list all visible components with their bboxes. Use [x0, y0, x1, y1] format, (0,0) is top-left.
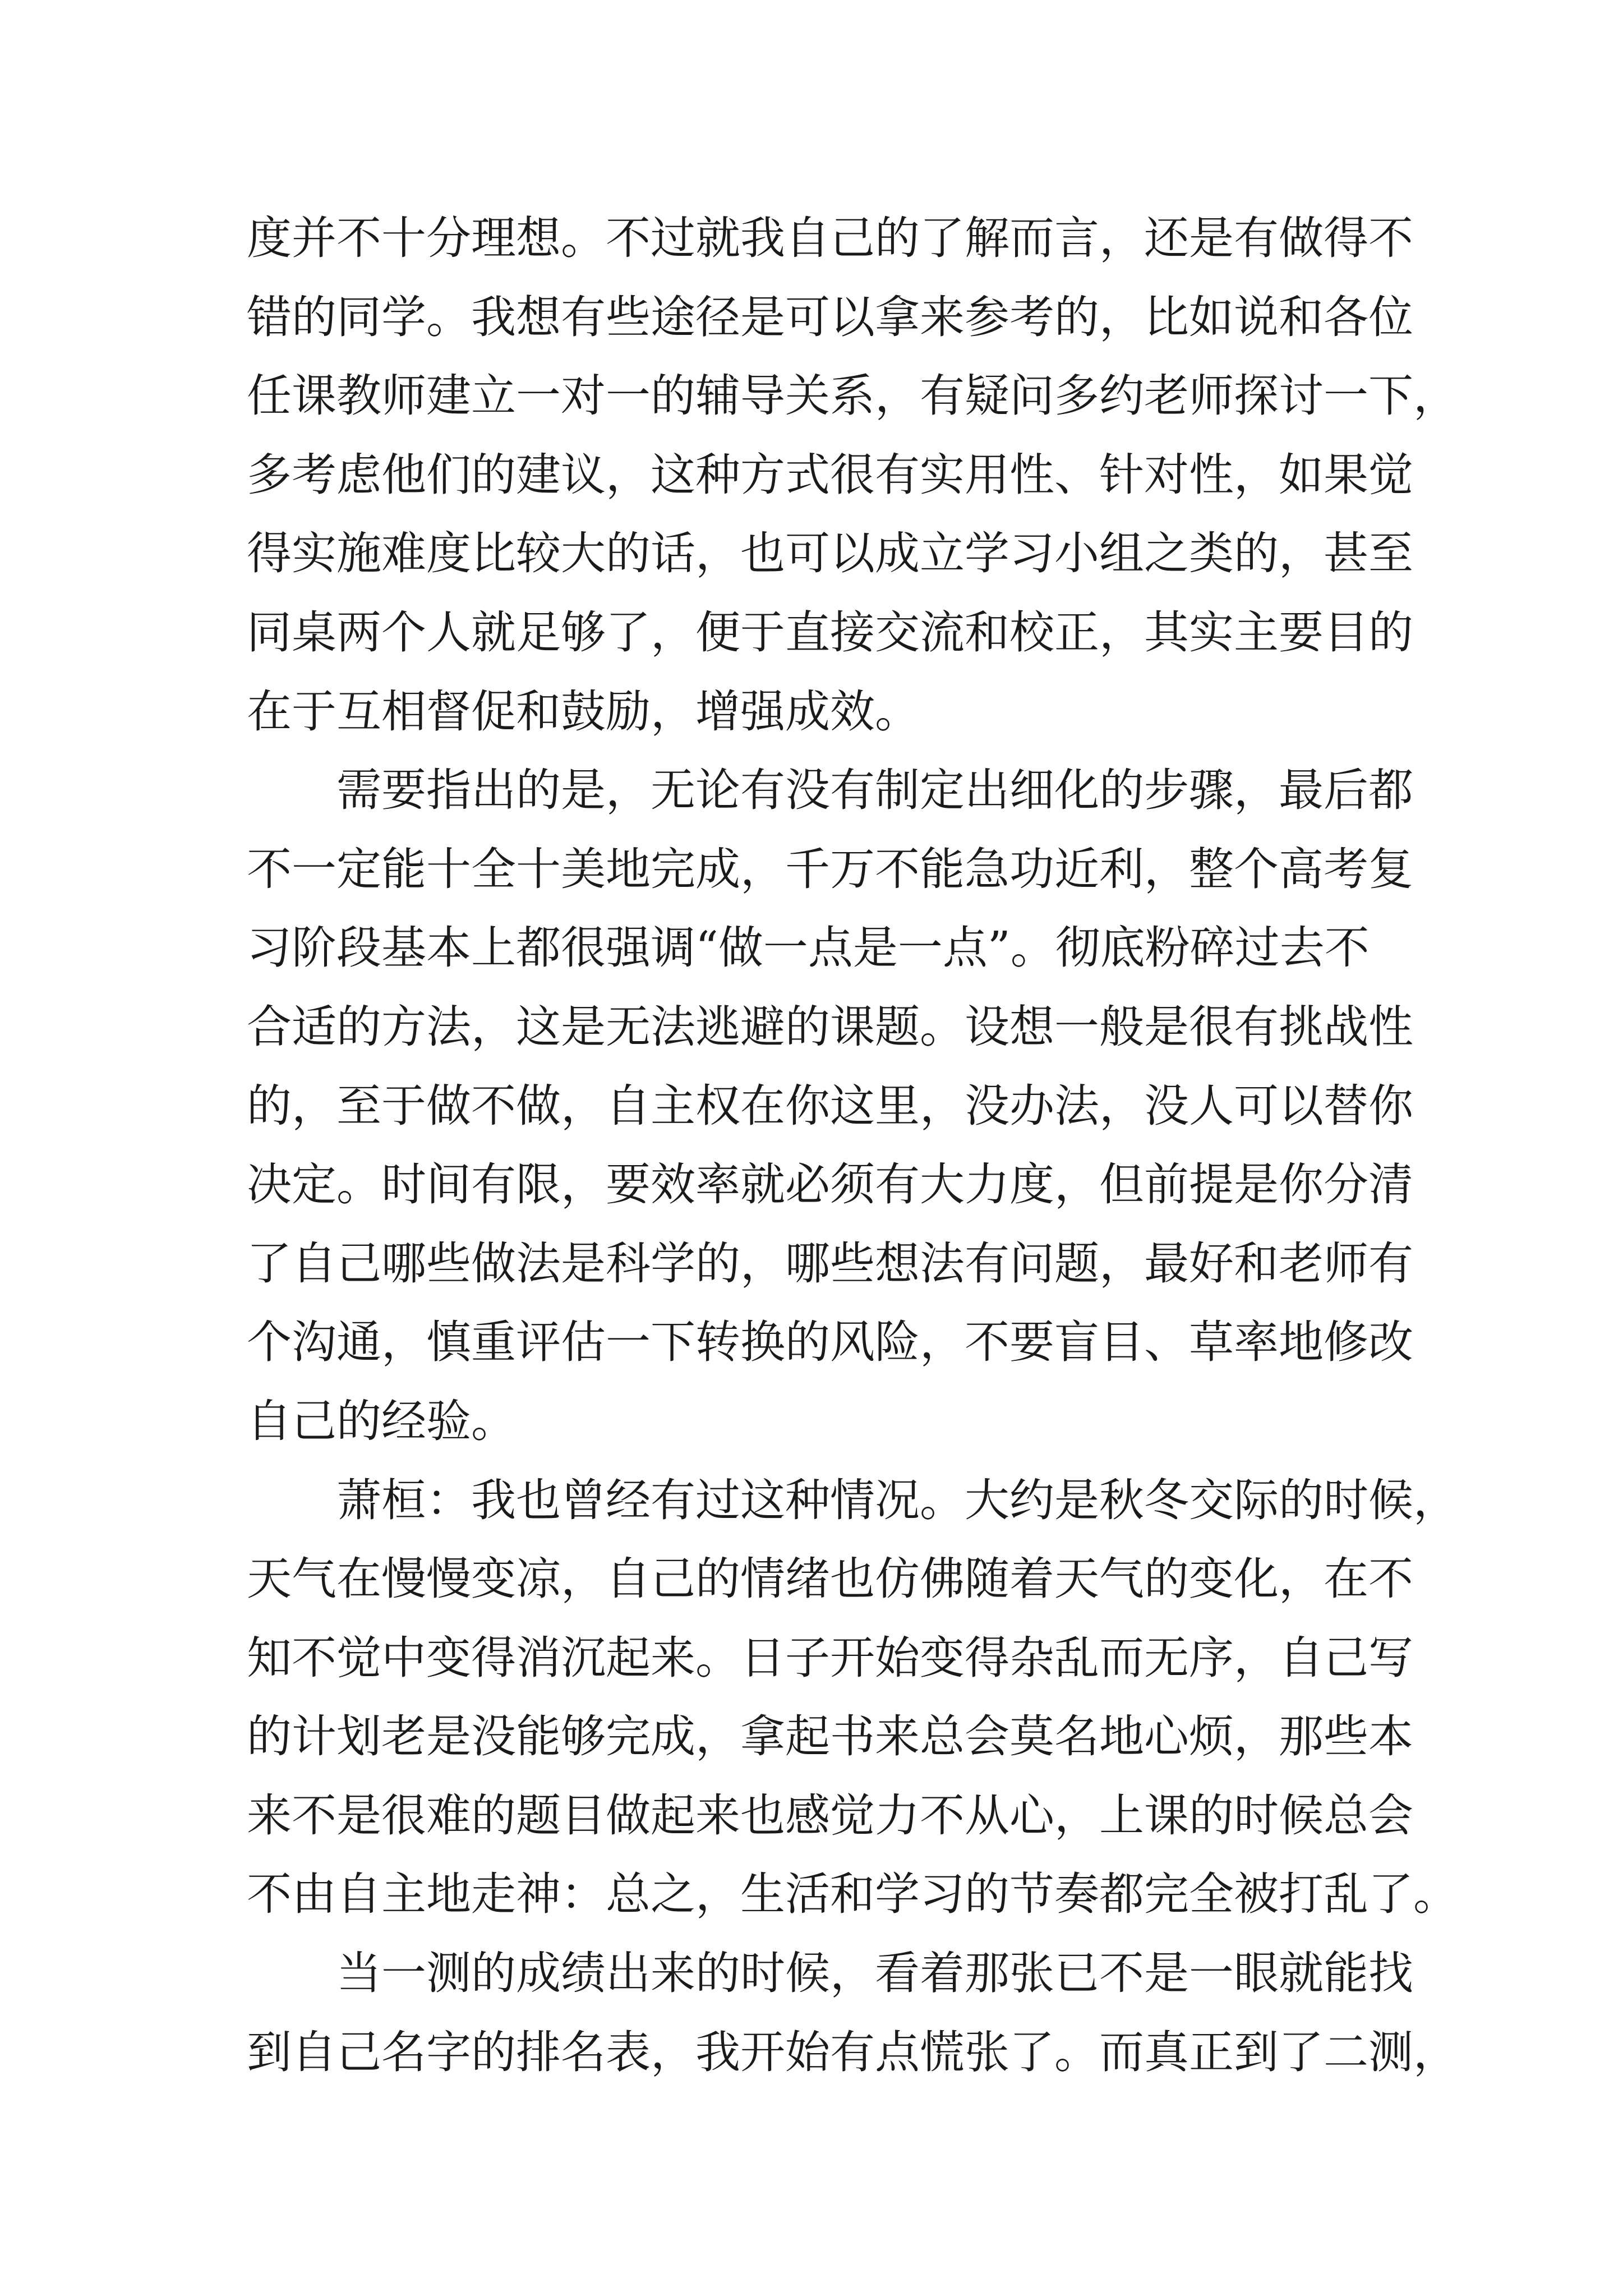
text-line: 合适的方法，这是无法逃避的课题。设想一般是很有挑战性 [247, 1000, 1413, 1053]
text-line: 不一定能十全十美地完成，千万不能急功近利，整个高考复 [247, 843, 1413, 895]
text-line: 知不觉中变得消沉起来。日子开始变得杂乱而无序，自己写 [247, 1631, 1413, 1684]
text-line: 度并不十分理想。不过就我自己的了解而言，还是有做得不 [247, 212, 1413, 264]
text-line: 任课教师建立一对一的辅导关系，有疑问多约老师探讨一下， [247, 370, 1458, 422]
text-line: 当一测的成绩出来的时候，看着那张已不是一眼就能找 [247, 1947, 1413, 2000]
text-line: 习阶段基本上都很强调“做一点是一点”。彻底粉碎过去不 [247, 922, 1370, 974]
text-line: 错的同学。我想有些途径是可以拿来参考的，比如说和各位 [247, 291, 1413, 343]
text-line: 的，至于做不做，自主权在你这里，没办法，没人可以替你 [247, 1079, 1413, 1132]
text-line: 萧桓：我也曾经有过这种情况。大约是秋冬交际的时候， [247, 1474, 1458, 1526]
text-line: 需要指出的是，无论有没有制定出细化的步骤，最后都 [247, 764, 1413, 817]
body-text [247, 199, 1458, 2092]
text-line: 得实施难度比较大的话，也可以成立学习小组之类的，甚至 [247, 527, 1413, 580]
text-line: 不由自主地走神：总之，生活和学习的节奏都完全被打乱了。 [247, 1868, 1458, 1921]
text-line: 同桌两个人就足够了，便于直接交流和校正，其实主要目的 [247, 606, 1413, 659]
text-line: 自己的经验。 [247, 1395, 516, 1447]
text-line: 到自己名字的排名表，我开始有点慌张了。而真正到了二测， [247, 2026, 1458, 2078]
text-line: 多考虑他们的建议，这种方式很有实用性、针对性，如果觉 [247, 448, 1413, 501]
text-line: 个沟通，慎重评估一下转换的风险，不要盲目、草率地修改 [247, 1316, 1413, 1369]
text-line: 了自己哪些做法是科学的，哪些想法有问题，最好和老师有 [247, 1237, 1413, 1290]
text-line: 来不是很难的题目做起来也感觉力不从心，上课的时候总会 [247, 1789, 1413, 1842]
text-line: 决定。时间有限，要效率就必须有大力度，但前提是你分清 [247, 1158, 1413, 1211]
text-line: 的计划老是没能够完成，拿起书来总会莫名地心烦，那些本 [247, 1710, 1413, 1763]
text-line: 天气在慢慢变凉，自己的情绪也仿佛随着天气的变化，在不 [247, 1553, 1413, 1605]
text-line: 在于互相督促和鼓励，增强成效。 [247, 685, 920, 738]
